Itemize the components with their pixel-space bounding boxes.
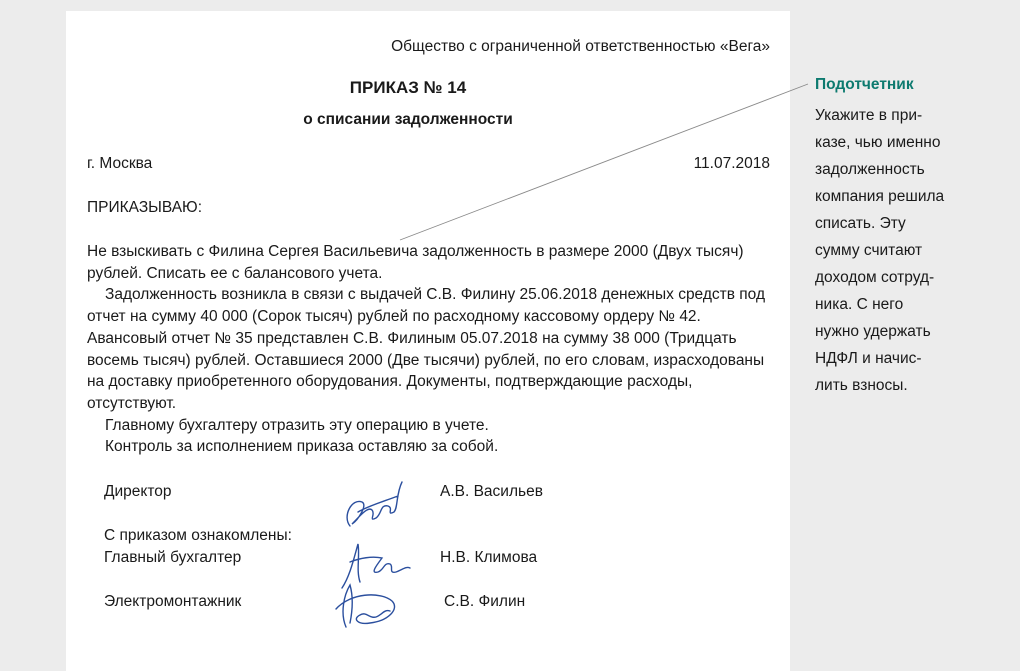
annotation-line: сумму считают [815,242,923,259]
annotation-line: Укажите в при- [815,107,923,124]
document-subtitle: о списании задолженности [303,111,513,128]
director-label: Директор [104,483,172,500]
annotation-line: НДФЛ и начис- [815,350,922,367]
annotation-line: лить взносы. [815,377,908,394]
accountant-name: Н.В. Климова [440,549,538,566]
annotation-line: задолженность [815,161,925,178]
paragraph-writeoff: Не взыскивать с Филина Сергея Васильевича задолженность в размере 2000 (Двух тысяч) рублей. Списать ее с балансового учета. [87,243,744,282]
annotation-line: ника. С него [815,296,904,313]
annotation-line: списать. Эту [815,215,906,232]
electrician-label: Электромонтажник [104,593,242,610]
order-word: ПРИКАЗЫВАЮ: [87,199,203,216]
annotation-line: доходом сотруд- [815,269,935,286]
annotation-title: Подотчетник [815,76,914,93]
paragraph-control: Контроль за исполнением приказа оставляю за собой. [105,438,499,456]
annotation-text [815,102,975,399]
annotation-line: казе, чью именно [815,134,941,151]
document-date: 11.07.2018 [693,155,770,172]
director-name: А.В. Васильев [440,483,543,500]
accountant-label: Главный бухгалтер [104,549,242,566]
annotation-line: компания решила [815,188,945,205]
annotation-line: нужно удержать [815,323,931,340]
city: г. Москва [87,155,153,172]
paragraph-details: Задолженность возникла в связи с выдачей С.В. Филину 25.06.2018 денежных средств под отчет на сумму 40 000 (Сорок тысяч) рублей по расходному кассовому ордеру № 42. Авансовый отчет № 35 представлен С.В. Филиным 05.07.2018 на сумму 38 000 (Тридцать восемь тысяч) рублей. Оставшиеся 2000 (Две тысячи) рублей, по его словам, израсходованы на доставку приобретенного оборудования. Документы, подтверждающие расходы, отсутствуют. [87,286,765,412]
document-title: ПРИКАЗ № 14 [349,78,467,97]
paragraph-accountant: Главному бухгалтеру отразить эту операцию в учете. [105,416,489,434]
organization-name: Общество с ограниченной ответственностью «Вега» [391,38,770,55]
acquainted-label: С приказом ознакомлены: [104,527,292,544]
electrician-name: С.В. Филин [444,593,526,610]
